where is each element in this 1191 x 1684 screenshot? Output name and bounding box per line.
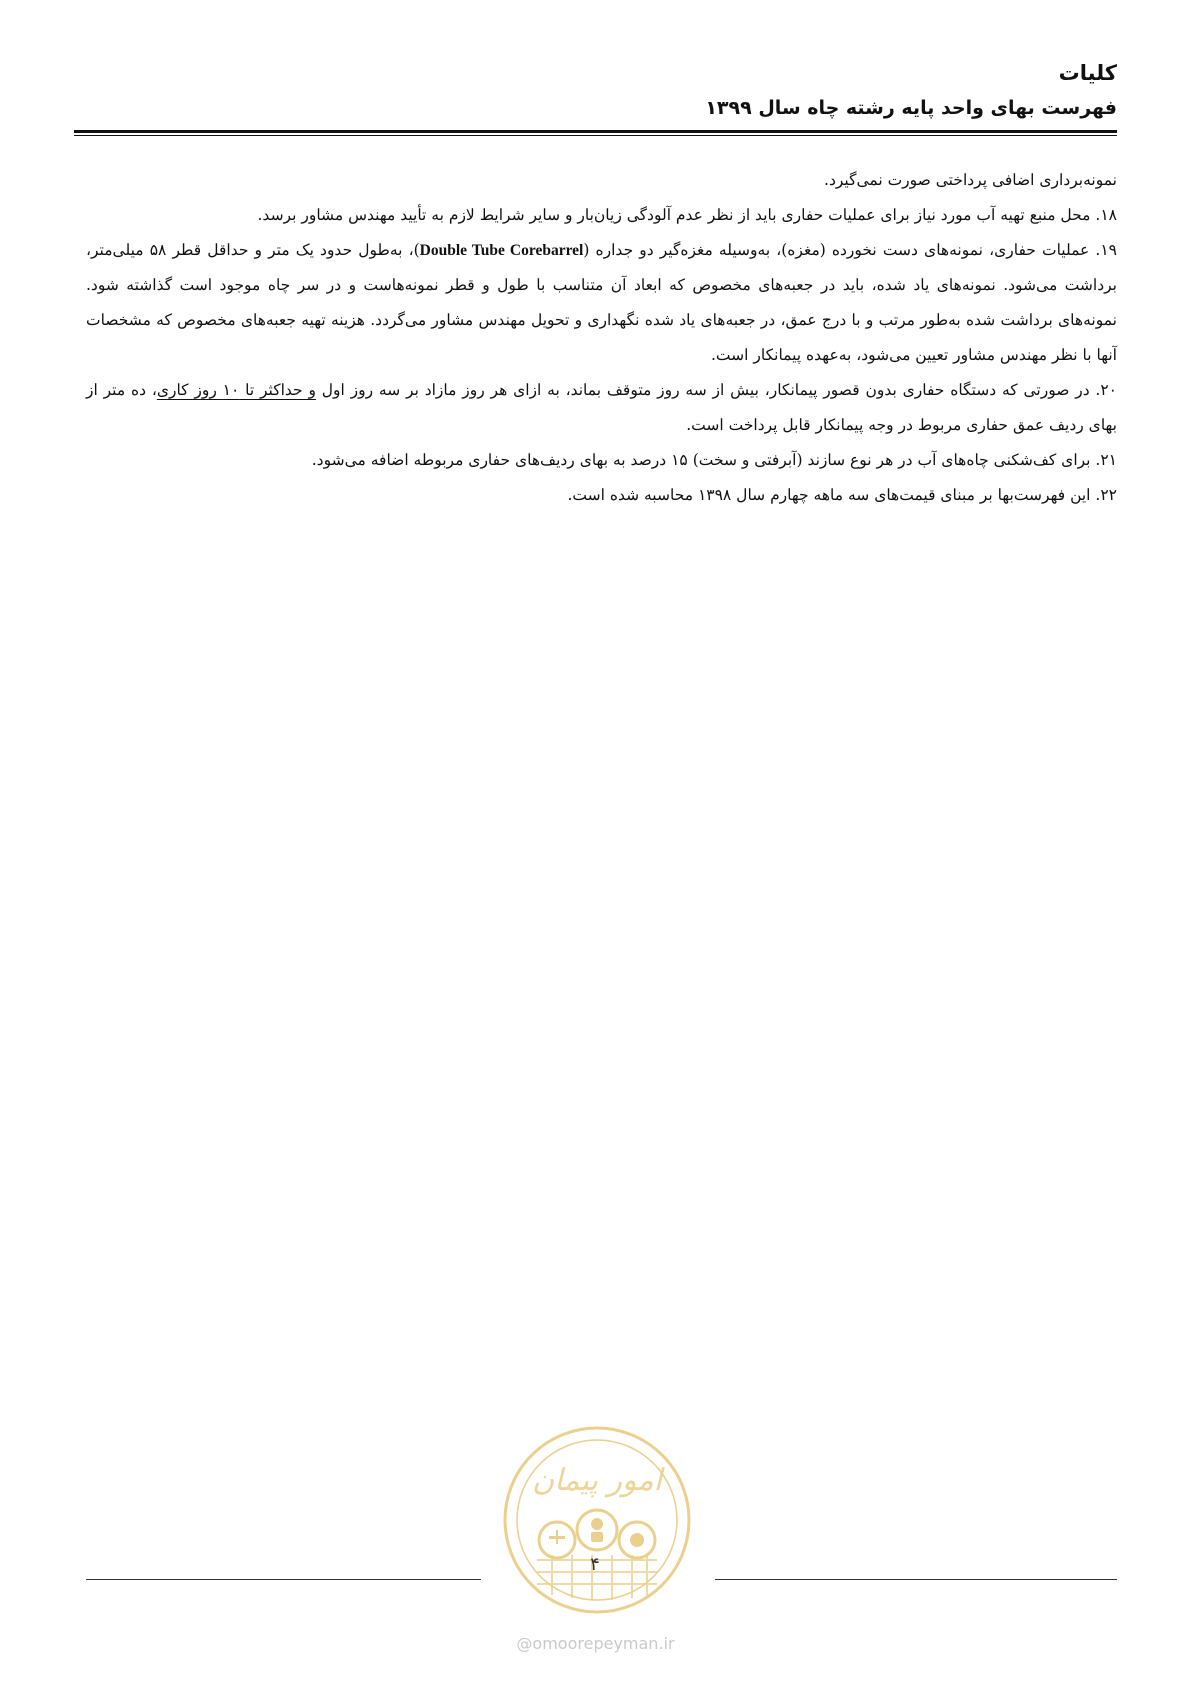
item-19-text-a: ۱۹. عملیات حفاری، نمونه‌های دست نخورده (مغزه)، به‌وسیله مغزه‌گیر دو جداره ( (583, 241, 1117, 259)
paragraph-item-22: ۲۲. این فهرست‌بها بر مبنای قیمت‌های سه ماهه چهارم سال ۱۳۹۸ محاسبه شده است. (567, 486, 1117, 504)
body-text (86, 163, 1117, 513)
footer-rule-left (86, 1579, 481, 1580)
page-number: ۴ (590, 1554, 600, 1575)
paragraph-item-19 (86, 233, 1117, 373)
item-20-text-a: ۲۰. در صورتی که دستگاه حفاری بدون قصور پیمانکار، بیش از سه روز متوقف بماند، به ازای هر روز مازاد بر سه روز اول (315, 381, 1118, 399)
paragraph-item-20 (86, 373, 1117, 443)
paragraph-item-21: ۲۱. برای کف‌شکنی چاه‌های آب در هر نوع سازند (آبرفتی و سخت) ۱۵ درصد به بهای ردیف‌های حفاری مربوطه اضافه می‌شود. (311, 451, 1117, 469)
page-header (74, 55, 1117, 125)
footer-rule-right (715, 1579, 1117, 1580)
item-20-underlined: و حداکثر تا ۱۰ روز کاری (156, 381, 316, 399)
paragraph-intro: نمونه‌برداری اضافی پرداختی صورت نمی‌گیرد. (824, 171, 1117, 189)
item-19-text-b: )، به‌طول حدود یک متر و حداقل قطر ۵۸ میلی‌متر، برداشت می‌شود. نمونه‌های یاد شده، باید در جعبه‌های مخصوص که ابعاد آن متناسب با طول و قطر نمونه‌هاست و در سر چاه موجود است گذاشته شود. نمونه‌های برداشت شده به‌طور مرتب و با درج عمق، در جعبه‌های یاد شده نگهداری و تحویل مهندس مشاور می‌گردد. هزینه تهیه جعبه‌های مخصوص که مشخصات آنها با نظر مهندس مشاور تعیین می‌شود، به‌عهده پیمانکار است. (86, 241, 1117, 364)
item-20-text-b: ، ده متر از بهای ردیف عمق حفاری مربوط در وجه پیمانکار قابل پرداخت است. (86, 381, 1117, 434)
omoore-peyman-logo-icon (497, 1420, 697, 1620)
paragraph-item-18: ۱۸. محل منبع تهیه آب مورد نیاز برای عملیات حفاری باید از نظر عدم آلودگی زیان‌بار و سایر شرایط لازم به تأیید مهندس مشاور برسد. (257, 206, 1117, 224)
header-rule-thick (74, 130, 1117, 133)
item-19-latin-term: Double Tube Corebarrel (419, 242, 584, 259)
section-title: کلیات (1058, 61, 1117, 85)
website-watermark: @omoorepeyman.ir (516, 1634, 675, 1653)
header-rule-thin (74, 135, 1117, 136)
logo-text: امور پیمان (532, 1463, 662, 1498)
document-title: فهرست بهای واحد پایه رشته چاه سال ۱۳۹۹ (705, 97, 1117, 119)
